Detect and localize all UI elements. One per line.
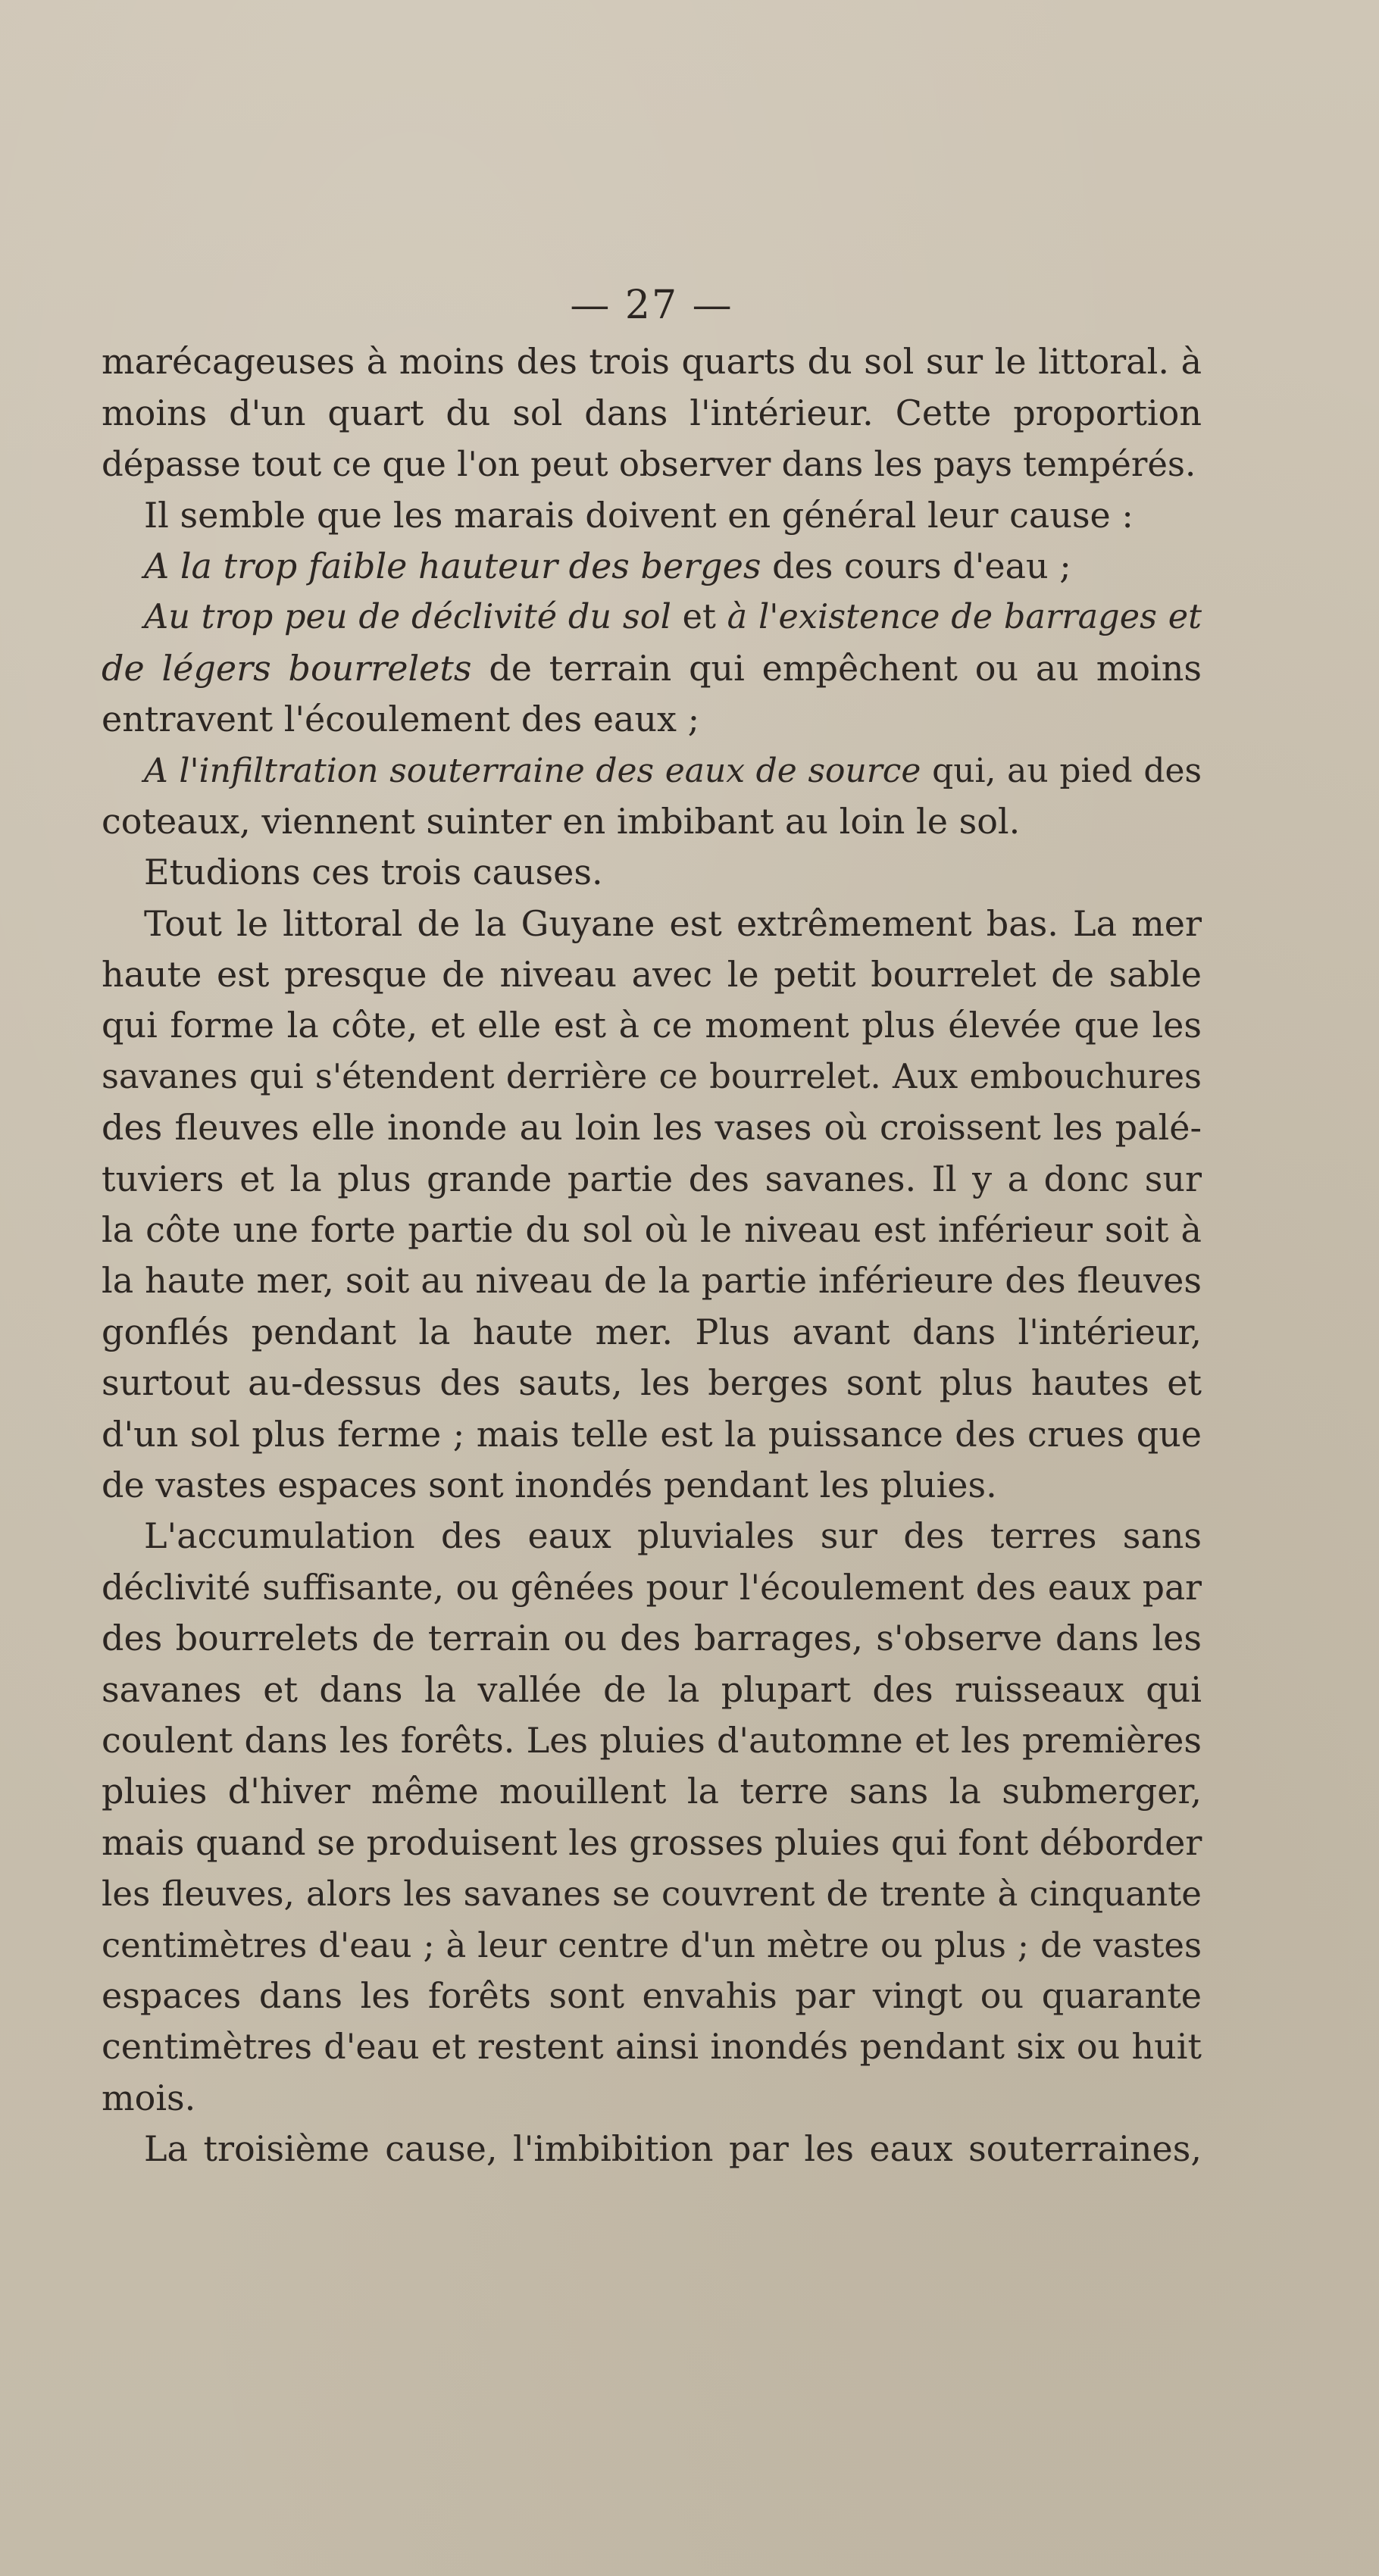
text-line xyxy=(102,1154,1202,1205)
text-run: de vastes espaces sont inondés pendant les pluies. xyxy=(102,1465,997,1505)
text-run: centimètres d'eau ; à leur centre d'un mètre ou plus ; de vastes xyxy=(102,1924,1202,1965)
text-line xyxy=(102,1766,1202,1817)
italic-text: de légers bourrelets xyxy=(102,647,472,689)
text-run: les fleuves, alors les savanes se couvrent de trente à cinquante xyxy=(102,1874,1202,1915)
text-run: la côte une forte partie du sol où le niveau est inférieur soit à xyxy=(102,1209,1202,1251)
text-line xyxy=(102,1358,1202,1408)
text-line xyxy=(102,1460,1202,1511)
text-run: coulent dans les forêts. Les pluies d'automne et les premières xyxy=(102,1719,1202,1761)
text-line xyxy=(102,1052,1202,1102)
text-run: entravent l'écoulement des eaux ; xyxy=(102,699,700,740)
text-line xyxy=(102,1409,1202,1460)
text-line xyxy=(102,1613,1202,1664)
italic-text: A l'infiltration souterraine des eaux de source xyxy=(144,751,921,790)
text-line xyxy=(102,694,1202,745)
page-text xyxy=(102,280,1202,2174)
text-run: tuviers et la plus grande partie des savanes. Il y a donc sur xyxy=(102,1158,1202,1199)
text-run: et xyxy=(671,597,727,637)
text-run: des fleuves elle inonde au loin les vases où croissent les palé- xyxy=(102,1107,1202,1149)
text-run: moins d'un quart du sol dans l'intérieur. Cette proportion xyxy=(102,392,1202,433)
text-line xyxy=(102,592,1202,642)
text-run: qui, au pied des xyxy=(921,751,1202,790)
text-run: Tout le littoral de la Guyane est extrêmement bas. La mer xyxy=(144,902,1202,944)
text-line xyxy=(102,1307,1202,1358)
text-line xyxy=(102,1102,1202,1153)
text-run: la haute mer, soit au niveau de la partie inférieure des fleuves xyxy=(102,1260,1202,1302)
text-run: centimètres d'eau et restent ainsi inondés pendant six ou huit xyxy=(102,2026,1202,2068)
text-run: savanes qui s'étendent derrière ce bourrelet. Aux embouchures xyxy=(102,1056,1202,1096)
text-run: de terrain qui empêchent ou au moins xyxy=(471,647,1202,689)
text-line xyxy=(102,1255,1202,1306)
text-line xyxy=(102,1920,1202,1971)
text-line xyxy=(102,1665,1202,1715)
text-run: qui forme la côte, et elle est à ce moment plus élevée que les xyxy=(102,1005,1202,1046)
text-run: surtout au-dessus des sauts, les berges sont plus hautes et xyxy=(102,1362,1202,1404)
text-line xyxy=(102,1511,1202,1562)
text-run: marécageuses à moins des trois quarts du sol sur le littoral. à xyxy=(102,341,1202,383)
text-line xyxy=(102,796,1202,847)
text-line xyxy=(102,1205,1202,1255)
text-line xyxy=(102,541,1202,592)
text-line xyxy=(102,1715,1202,1766)
text-run: dépasse tout ce que l'on peut observer dans les pays tempérés. xyxy=(102,444,1196,485)
text-run: espaces dans les forêts sont envahis par vingt ou quarante xyxy=(102,1974,1202,2016)
text-line xyxy=(102,1818,1202,1868)
text-run: des bourrelets de terrain ou des barrages, s'observe dans les xyxy=(102,1618,1202,1659)
italic-text: Au trop peu de déclivité du sol xyxy=(144,597,671,637)
text-run: des cours d'eau ; xyxy=(761,545,1071,586)
text-run: déclivité suffisante, ou gênées pour l'écoulement des eaux par xyxy=(102,1567,1202,1608)
page-number: — 27 — xyxy=(570,283,733,328)
text-run: pluies d'hiver même mouillent la terre sans la submerger, xyxy=(102,1771,1202,1812)
text-line xyxy=(102,643,1202,694)
text-line xyxy=(102,1000,1202,1051)
text-run: d'un sol plus ferme ; mais telle est la puissance des crues que xyxy=(102,1413,1202,1455)
text-line xyxy=(102,439,1202,489)
text-line xyxy=(102,1562,1202,1613)
text-line xyxy=(102,1971,1202,2021)
text-run: haute est presque de niveau avec le petit bourrelet de sable xyxy=(102,954,1202,996)
text-line xyxy=(102,949,1202,1000)
text-line xyxy=(102,2073,1202,2124)
text-line xyxy=(102,746,1202,796)
text-run: Il semble que les marais doivent en général leur cause : xyxy=(144,494,1134,536)
text-line xyxy=(102,847,1202,898)
text-line xyxy=(102,336,1202,387)
text-run: savanes et dans la vallée de la plupart des ruisseaux qui xyxy=(102,1668,1202,1710)
text-line xyxy=(102,899,1202,949)
text-run: L'accumulation des eaux pluviales sur des terres sans xyxy=(144,1515,1202,1557)
italic-text: à l'existence de barrages et xyxy=(727,597,1202,637)
text-run: gonflés pendant la haute mer. Plus avant dans l'intérieur, xyxy=(102,1311,1202,1352)
italic-text: A la trop faible hauteur des berges xyxy=(144,545,761,586)
text-line xyxy=(102,490,1202,541)
text-line xyxy=(102,2124,1202,2174)
text-line xyxy=(102,2021,1202,2072)
text-line xyxy=(102,1868,1202,1919)
text-run: Etudions ces trois causes. xyxy=(144,852,603,893)
text-run: mais quand se produisent les grosses pluies qui font déborder xyxy=(102,1821,1202,1863)
text-lines xyxy=(102,336,1202,2174)
text-run: La troisième cause, l'imbibition par les eaux souterraines, xyxy=(144,2128,1202,2170)
text-line xyxy=(102,388,1202,439)
text-run: coteaux, viennent suinter en imbibant au loin le sol. xyxy=(102,800,1021,842)
text-run: mois. xyxy=(102,2077,196,2118)
